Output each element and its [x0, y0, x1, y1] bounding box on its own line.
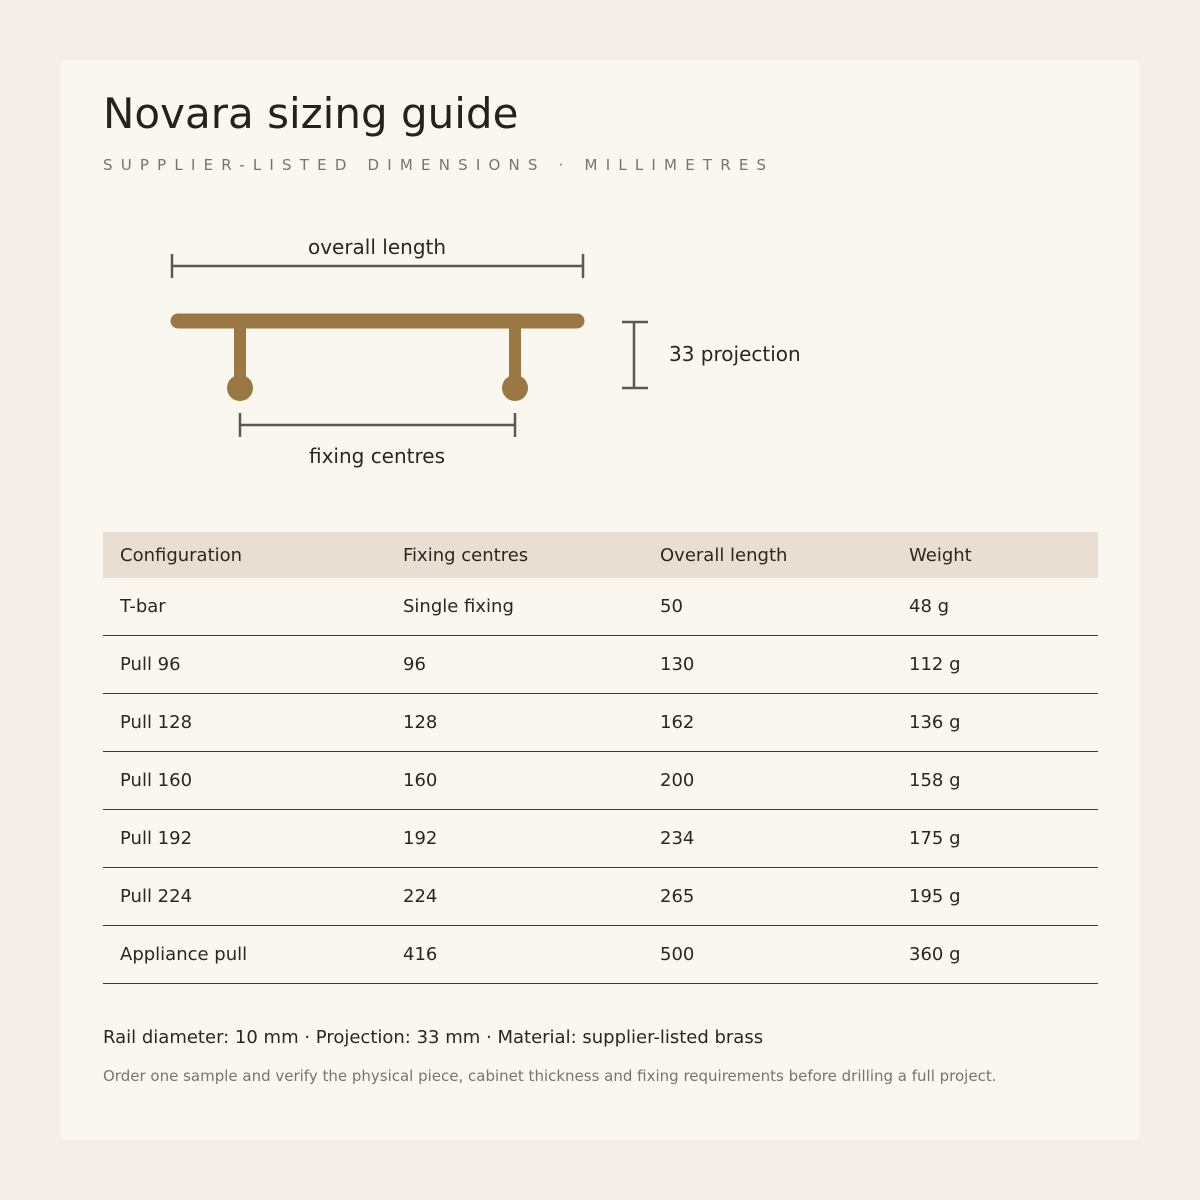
- cell-overall-length: 500: [643, 926, 892, 984]
- cell-configuration: T-bar: [103, 578, 386, 636]
- sizing-table: [103, 532, 1098, 984]
- cell-weight: 158 g: [892, 752, 1098, 810]
- cell-configuration: Pull 192: [103, 810, 386, 868]
- sample-note: Order one sample and verify the physical piece, cabinet thickness and fixing requirements before drilling a full project.: [103, 1067, 997, 1085]
- cell-fixing-centres: Single fixing: [386, 578, 643, 636]
- column-header-fixing-centres: Fixing centres: [403, 544, 529, 566]
- handle-foot-right: [502, 375, 528, 401]
- table-row: [103, 868, 1098, 926]
- table-header-row: [103, 532, 1098, 578]
- fixing-centres-label: fixing centres: [308, 444, 446, 468]
- cell-fixing-centres: 160: [386, 752, 643, 810]
- cell-weight: 136 g: [892, 694, 1098, 752]
- cell-configuration: Appliance pull: [103, 926, 386, 984]
- overall-length-label: overall length: [307, 235, 447, 259]
- projection-dimension: [622, 322, 648, 388]
- page-subtitle: SUPPLIER-LISTED DIMENSIONS · MILLIMETRES: [103, 156, 775, 174]
- cell-fixing-centres: 192: [386, 810, 643, 868]
- cell-fixing-centres: 224: [386, 868, 643, 926]
- sizing-guide-card: [60, 60, 1140, 1140]
- handle-illustration: [178, 321, 577, 401]
- column-header-weight: Weight: [909, 544, 972, 566]
- handle-foot-left: [227, 375, 253, 401]
- cell-configuration: Pull 128: [103, 694, 386, 752]
- table-row: [103, 926, 1098, 984]
- cell-overall-length: 162: [643, 694, 892, 752]
- material-specs: Rail diameter: 10 mm · Projection: 33 mm · Material: supplier-listed brass: [103, 1027, 764, 1048]
- cell-configuration: Pull 224: [103, 868, 386, 926]
- cell-overall-length: 200: [643, 752, 892, 810]
- fixing-centres-dimension: [240, 413, 515, 437]
- cell-weight: 175 g: [892, 810, 1098, 868]
- table-row: [103, 752, 1098, 810]
- cell-overall-length: 50: [643, 578, 892, 636]
- table-row: [103, 694, 1098, 752]
- handle-dimension-diagram: [60, 60, 1140, 500]
- cell-overall-length: 130: [643, 636, 892, 694]
- cell-overall-length: 234: [643, 810, 892, 868]
- cell-weight: 360 g: [892, 926, 1098, 984]
- table-row: [103, 578, 1098, 636]
- cell-fixing-centres: 96: [386, 636, 643, 694]
- cell-weight: 195 g: [892, 868, 1098, 926]
- cell-weight: 48 g: [892, 578, 1098, 636]
- cell-configuration: Pull 96: [103, 636, 386, 694]
- cell-fixing-centres: 416: [386, 926, 643, 984]
- table-row: [103, 636, 1098, 694]
- page-title: Novara sizing guide: [103, 89, 519, 138]
- column-header-configuration: Configuration: [120, 544, 243, 566]
- projection-label: 33 projection: [669, 342, 801, 366]
- cell-overall-length: 265: [643, 868, 892, 926]
- cell-weight: 112 g: [892, 636, 1098, 694]
- cell-configuration: Pull 160: [103, 752, 386, 810]
- cell-fixing-centres: 128: [386, 694, 643, 752]
- column-header-overall-length: Overall length: [660, 544, 788, 566]
- table-row: [103, 810, 1098, 868]
